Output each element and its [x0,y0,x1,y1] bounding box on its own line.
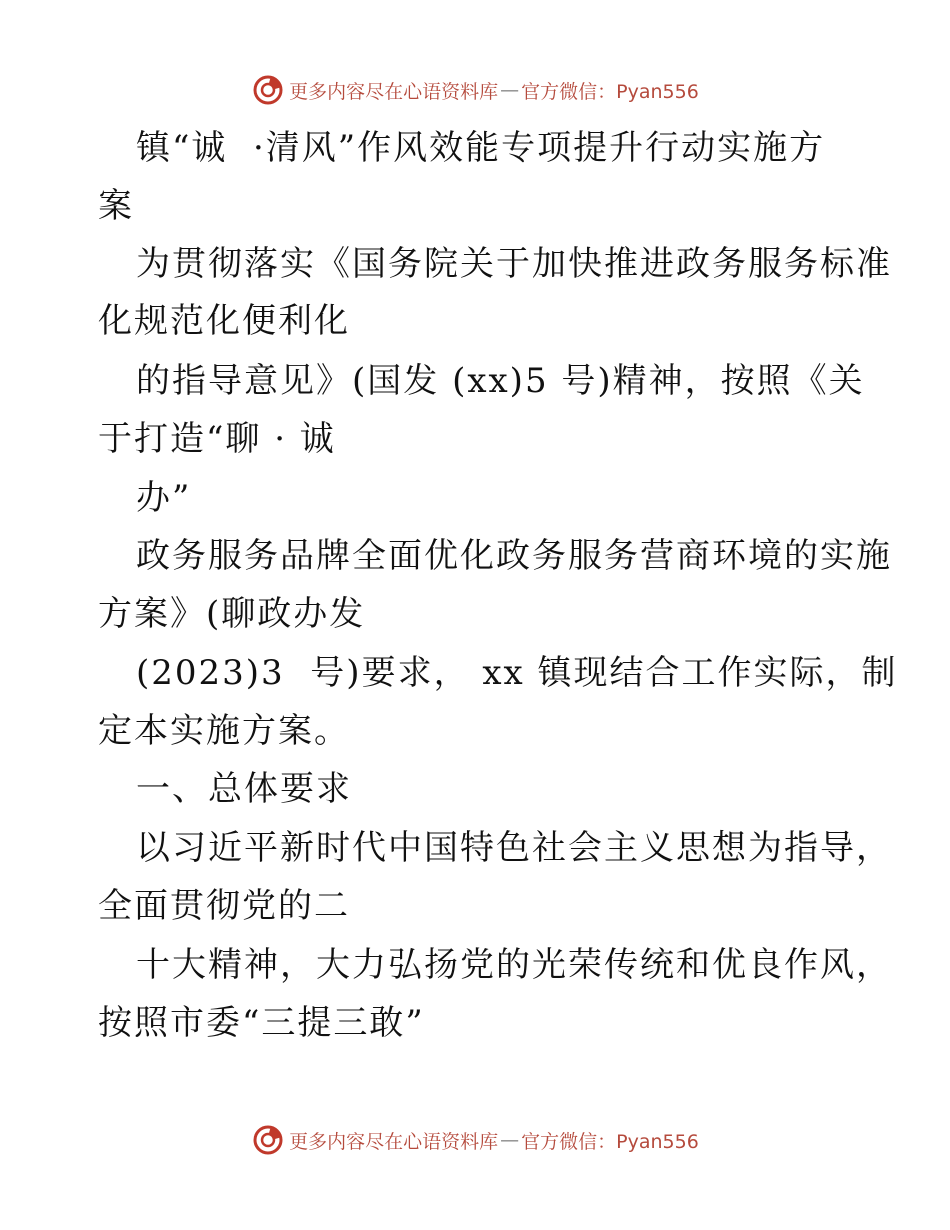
banner-separator: — [500,1129,520,1151]
banner-text: 更多内容尽在心语资料库 [289,1130,499,1153]
text-line: 全面贯彻党的二 [98,886,350,926]
text-line: 案 [98,186,134,226]
text-line: (2023)3 号)要求， xx 镇现结合工作实际，制 [136,653,898,693]
text-line: 为贯彻落实《国务院关于加快推进政务服务标准 [136,244,892,284]
text-line: 办” [136,478,192,518]
text-line: 政务服务品牌全面优化政务服务营商环境的实施 [136,536,892,576]
banner-text: 更多内容尽在心语资料库 [289,80,499,103]
banner-separator: — [500,79,520,101]
text-line: 十大精神，大力弘扬党的光荣传统和优良作风， [136,945,892,985]
text-line: 方案》(聊政办发 [98,594,366,634]
banner-wechat: 官方微信：Pyan556 [521,80,699,103]
text-line: 以习近平新时代中国特色社会主义思想为指导， [136,828,892,868]
text-line: 定本实施方案。 [98,711,350,751]
section-heading: 一、总体要求 [136,769,352,809]
footer-watermark-banner [0,1120,950,1160]
banner-wechat: 官方微信：Pyan556 [521,1130,699,1153]
text-line: 化规范化便利化 [98,301,350,341]
text-line: 的指导意见》(国发 (xx)5 号)精神，按照《关 [136,361,865,401]
text-line: 按照市委“三提三敢” [98,1003,425,1043]
text-line: 于打造“聊 · 诚 [98,419,336,459]
text-line: 镇“诚 ·清风”作风效能专项提升行动实施方 [136,128,826,168]
header-watermark-banner [0,70,950,110]
pen-logo-icon [251,73,285,107]
pen-logo-icon [251,1123,285,1157]
